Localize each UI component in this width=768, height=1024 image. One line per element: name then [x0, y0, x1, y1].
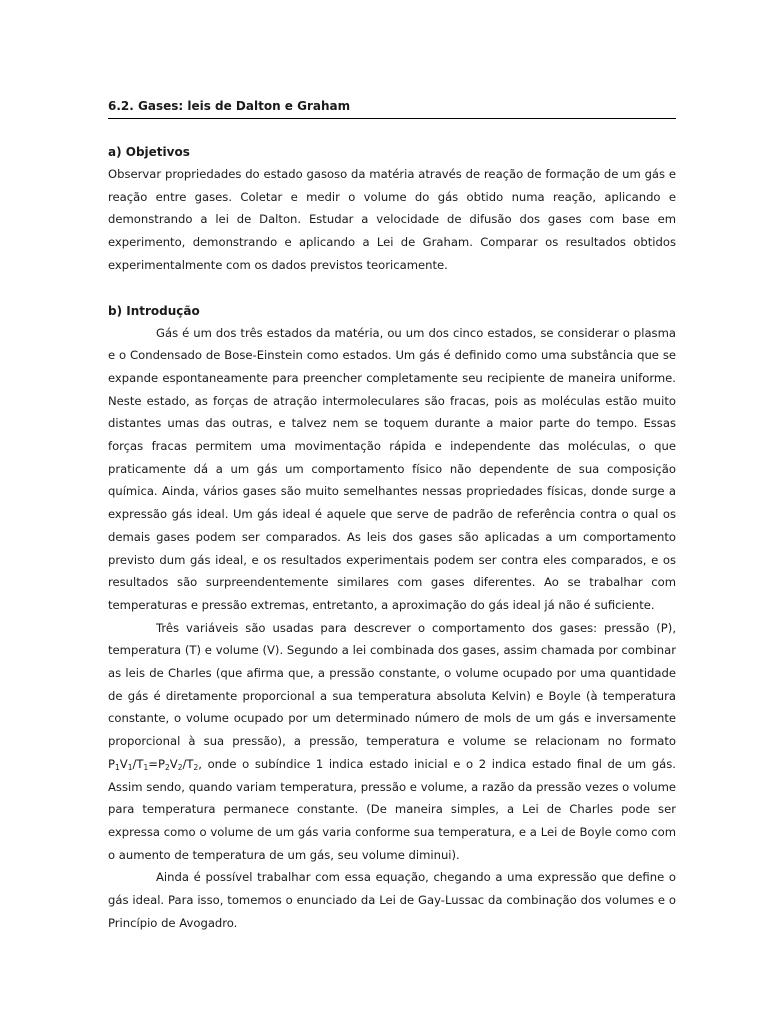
objetivos-paragraph: Observar propriedades do estado gasoso da matéria através de reação de formação de um gás e reação entre gases. Coletar e medir o volume do gás obtido numa reação, aplicando e demonstrando a lei de Dalton. Estudar a velocidade de difusão dos gases com base em experimento, demonstrando e aplicando a Lei de Graham. Comparar os resultados obtidos experimentalmente com os dados previstos teoricamente.: [108, 167, 676, 272]
paragraph-2-text-before: Três variáveis são usadas para descrever o comportamento dos gases: pressão (P), temperatura (T) e volume (V). Segundo a lei combinada dos gases, assim chamada por combinar as leis de Charles (que afirma que, a pressão constante, o volume ocupado por uma quantidade de gás é diretamente proporcional a sua temperatura absoluta Kelvin) e Boyle (à temperatura constante, o volume ocupado por um determinado número de mols de um gás e inversamente proporcional à sua pressão), a pressão, temperatura e volume se relacionam no formato: [108, 620, 676, 749]
introducao-paragraph-3: Ainda é possível trabalhar com essa equação, chegando a uma expressão que define o gás ideal. Para isso, tomemos o enunciado da Lei de Gay-Lussac da combinação dos volumes e o Princípio de Avogadro.: [108, 870, 676, 930]
heading-objetivos: a) Objetivos: [108, 145, 190, 159]
introducao-paragraph-1: Gás é um dos três estados da matéria, ou um dos cinco estados, se considerar o plasma e o Condensado de Bose-Einstein como estados. Um gás é definido como uma substância que se expande espontaneamente para preencher completamente seu recipiente de maneira uniforme. Neste estado, as forças de atração intermoleculares são fracas, pois as moléculas estão muito distantes umas das outras, e talvez nem se toquem durante a maior parte do tempo. Essas forças fracas permitem uma movimentação rápida e independente das moléculas, o que praticamente dá a um gás um comportamento físico não dependente de sua composição química. Ainda, vários gases são muito semelhantes nessas propriedades físicas, donde surge a expressão gás ideal. Um gás ideal é aquele que serve de padrão de referência contra o qual os demais gases podem ser comparados. As leis dos gases são aplicadas a um comportamento previsto dum gás ideal, e os resultados experimentais podem ser contra eles comparados, e os resultados são surpreendentemente similares com gases diferentes. Ao se trabalhar com temperaturas e pressão extremas, entretanto, a aproximação do gás ideal já não é suficiente.: [108, 325, 676, 612]
section-title: 6.2. Gases: leis de Dalton e Graham: [108, 96, 676, 119]
heading-introducao: b) Introdução: [108, 303, 200, 318]
introducao-paragraph-2: [108, 617, 676, 867]
paragraph-2-text-after: , onde o subíndice 1 indica estado inicial e o 2 indica estado final de um gás. Assim sendo, quando variam temperatura, pressão e volume, a razão da pressão vezes o volume para temperatura permanece constante. (De maneira simples, a Lei de Charles pode ser expressa como o volume de um gás varia conforme sua temperatura, e a Lei de Boyle como com o aumento de temperatura de um gás, seu volume diminui).: [108, 756, 676, 862]
document-page: [108, 96, 676, 935]
combined-gas-law-formula: $P_1V_1/T_1=P_2V_2/T_2$: [108, 756, 199, 772]
